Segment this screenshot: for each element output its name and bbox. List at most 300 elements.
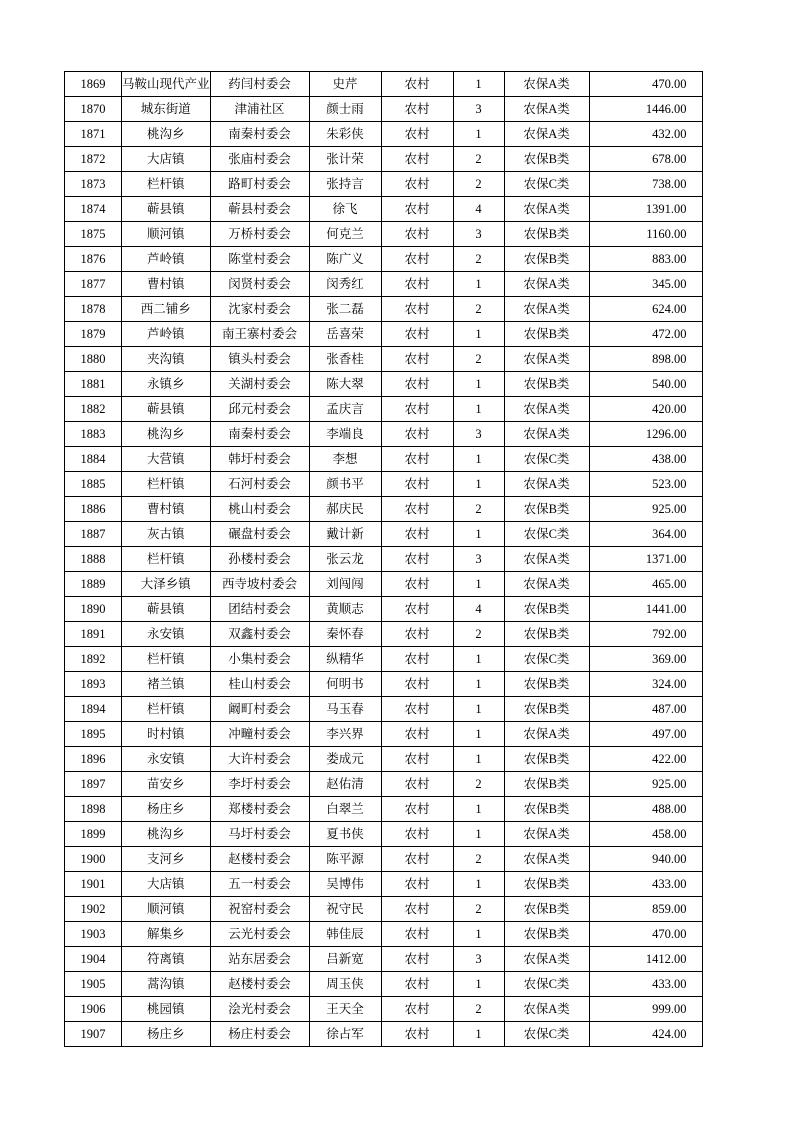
cell-person-name: 朱彩侠 [309, 122, 381, 147]
table-row [65, 472, 703, 497]
cell-count: 1 [453, 472, 504, 497]
cell-count: 2 [453, 172, 504, 197]
cell-amount: 488.00 [589, 797, 702, 822]
cell-count: 1 [453, 872, 504, 897]
cell-person-name: 徐飞 [309, 197, 381, 222]
table-row [65, 797, 703, 822]
cell-person-name: 陈平源 [309, 847, 381, 872]
cell-category: 农村 [381, 572, 453, 597]
cell-town: 栏杆镇 [122, 697, 211, 722]
cell-sequence-number: 1882 [65, 397, 122, 422]
cell-sequence-number: 1894 [65, 697, 122, 722]
cell-count: 3 [453, 422, 504, 447]
cell-sequence-number: 1880 [65, 347, 122, 372]
cell-category: 农村 [381, 397, 453, 422]
cell-count: 2 [453, 622, 504, 647]
cell-category: 农村 [381, 297, 453, 322]
cell-village-committee: 沈家村委会 [210, 297, 309, 322]
cell-village-committee: 闵贤村委会 [210, 272, 309, 297]
cell-sequence-number: 1889 [65, 572, 122, 597]
cell-insurance-type: 农保B类 [504, 797, 589, 822]
cell-person-name: 何克兰 [309, 222, 381, 247]
cell-insurance-type: 农保B类 [504, 597, 589, 622]
cell-village-committee: 镇头村委会 [210, 347, 309, 372]
cell-insurance-type: 农保A类 [504, 847, 589, 872]
cell-sequence-number: 1888 [65, 547, 122, 572]
cell-amount: 1441.00 [589, 597, 702, 622]
cell-village-committee: 浍光村委会 [210, 997, 309, 1022]
cell-category: 农村 [381, 547, 453, 572]
cell-count: 1 [453, 522, 504, 547]
cell-amount: 422.00 [589, 747, 702, 772]
cell-town: 城东街道 [122, 97, 211, 122]
cell-category: 农村 [381, 222, 453, 247]
cell-town: 永安镇 [122, 622, 211, 647]
table-row [65, 747, 703, 772]
cell-count: 1 [453, 447, 504, 472]
cell-sequence-number: 1879 [65, 322, 122, 347]
cell-category: 农村 [381, 772, 453, 797]
cell-person-name: 周玉侠 [309, 972, 381, 997]
cell-sequence-number: 1871 [65, 122, 122, 147]
cell-insurance-type: 农保C类 [504, 172, 589, 197]
cell-person-name: 娄成元 [309, 747, 381, 772]
cell-sequence-number: 1896 [65, 747, 122, 772]
cell-village-committee: 赵楼村委会 [210, 847, 309, 872]
cell-sequence-number: 1885 [65, 472, 122, 497]
cell-person-name: 黄顺志 [309, 597, 381, 622]
cell-person-name: 颜书平 [309, 472, 381, 497]
cell-insurance-type: 农保B类 [504, 897, 589, 922]
cell-amount: 433.00 [589, 872, 702, 897]
cell-insurance-type: 农保C类 [504, 647, 589, 672]
cell-person-name: 何明书 [309, 672, 381, 697]
cell-town: 芦岭镇 [122, 247, 211, 272]
cell-category: 农村 [381, 997, 453, 1022]
cell-town: 顺河镇 [122, 222, 211, 247]
cell-amount: 470.00 [589, 72, 702, 97]
table-row [65, 947, 703, 972]
cell-insurance-type: 农保A类 [504, 297, 589, 322]
cell-category: 农村 [381, 747, 453, 772]
cell-town: 栏杆镇 [122, 172, 211, 197]
table-row [65, 972, 703, 997]
cell-town: 大店镇 [122, 147, 211, 172]
cell-village-committee: 杨庄村委会 [210, 1022, 309, 1047]
cell-category: 农村 [381, 472, 453, 497]
cell-category: 农村 [381, 197, 453, 222]
cell-town: 桃园镇 [122, 997, 211, 1022]
cell-person-name: 徐占军 [309, 1022, 381, 1047]
cell-count: 4 [453, 197, 504, 222]
cell-village-committee: 蕲县村委会 [210, 197, 309, 222]
cell-amount: 472.00 [589, 322, 702, 347]
cell-person-name: 张二磊 [309, 297, 381, 322]
cell-category: 农村 [381, 597, 453, 622]
cell-insurance-type: 农保B类 [504, 697, 589, 722]
cell-sequence-number: 1891 [65, 622, 122, 647]
cell-insurance-type: 农保B类 [504, 322, 589, 347]
cell-village-committee: 碾盘村委会 [210, 522, 309, 547]
cell-category: 农村 [381, 122, 453, 147]
table-row [65, 222, 703, 247]
cell-count: 3 [453, 97, 504, 122]
cell-village-committee: 邱元村委会 [210, 397, 309, 422]
cell-amount: 324.00 [589, 672, 702, 697]
cell-amount: 792.00 [589, 622, 702, 647]
cell-person-name: 颜士雨 [309, 97, 381, 122]
cell-town: 解集乡 [122, 922, 211, 947]
cell-town: 曹村镇 [122, 497, 211, 522]
table-row [65, 872, 703, 897]
cell-village-committee: 郑楼村委会 [210, 797, 309, 822]
cell-count: 1 [453, 722, 504, 747]
cell-count: 1 [453, 697, 504, 722]
cell-sequence-number: 1883 [65, 422, 122, 447]
cell-category: 农村 [381, 797, 453, 822]
cell-amount: 624.00 [589, 297, 702, 322]
cell-person-name: 夏书侠 [309, 822, 381, 847]
cell-village-committee: 马圩村委会 [210, 822, 309, 847]
cell-sequence-number: 1887 [65, 522, 122, 547]
cell-village-committee: 李圩村委会 [210, 772, 309, 797]
cell-sequence-number: 1877 [65, 272, 122, 297]
cell-village-committee: 冲疃村委会 [210, 722, 309, 747]
cell-count: 1 [453, 72, 504, 97]
cell-category: 农村 [381, 947, 453, 972]
cell-sequence-number: 1903 [65, 922, 122, 947]
document-page [64, 71, 703, 1047]
cell-village-committee: 南王寨村委会 [210, 322, 309, 347]
cell-insurance-type: 农保B类 [504, 622, 589, 647]
cell-count: 1 [453, 1022, 504, 1047]
cell-village-committee: 赵楼村委会 [210, 972, 309, 997]
cell-town: 桃沟乡 [122, 122, 211, 147]
cell-person-name: 孟庆言 [309, 397, 381, 422]
cell-village-committee: 阚町村委会 [210, 697, 309, 722]
cell-count: 1 [453, 672, 504, 697]
cell-person-name: 陈大翠 [309, 372, 381, 397]
cell-category: 农村 [381, 497, 453, 522]
cell-amount: 678.00 [589, 147, 702, 172]
cell-insurance-type: 农保A类 [504, 422, 589, 447]
cell-town: 灰古镇 [122, 522, 211, 547]
cell-category: 农村 [381, 347, 453, 372]
cell-sequence-number: 1872 [65, 147, 122, 172]
cell-insurance-type: 农保A类 [504, 197, 589, 222]
table-row [65, 647, 703, 672]
table-row [65, 897, 703, 922]
cell-village-committee: 药闫村委会 [210, 72, 309, 97]
cell-count: 3 [453, 947, 504, 972]
cell-town: 支河乡 [122, 847, 211, 872]
cell-amount: 999.00 [589, 997, 702, 1022]
table-row [65, 847, 703, 872]
cell-amount: 369.00 [589, 647, 702, 672]
cell-category: 农村 [381, 897, 453, 922]
cell-insurance-type: 农保C类 [504, 972, 589, 997]
table-row [65, 997, 703, 1022]
cell-sequence-number: 1876 [65, 247, 122, 272]
cell-village-committee: 石河村委会 [210, 472, 309, 497]
cell-amount: 420.00 [589, 397, 702, 422]
cell-insurance-type: 农保A类 [504, 97, 589, 122]
cell-insurance-type: 农保B类 [504, 497, 589, 522]
cell-amount: 925.00 [589, 772, 702, 797]
cell-village-committee: 团结村委会 [210, 597, 309, 622]
cell-insurance-type: 农保A类 [504, 347, 589, 372]
cell-amount: 1446.00 [589, 97, 702, 122]
table-row [65, 372, 703, 397]
cell-village-committee: 张庙村委会 [210, 147, 309, 172]
cell-village-committee: 关湖村委会 [210, 372, 309, 397]
cell-insurance-type: 农保B类 [504, 372, 589, 397]
cell-count: 1 [453, 647, 504, 672]
cell-person-name: 刘闯闯 [309, 572, 381, 597]
cell-town: 西二铺乡 [122, 297, 211, 322]
table-row [65, 322, 703, 347]
cell-count: 1 [453, 322, 504, 347]
cell-person-name: 王天全 [309, 997, 381, 1022]
cell-person-name: 张计荣 [309, 147, 381, 172]
cell-town: 永镇乡 [122, 372, 211, 397]
cell-sequence-number: 1900 [65, 847, 122, 872]
table-row [65, 622, 703, 647]
cell-village-committee: 陈堂村委会 [210, 247, 309, 272]
cell-person-name: 戴计新 [309, 522, 381, 547]
cell-insurance-type: 农保C类 [504, 1022, 589, 1047]
table-row [65, 772, 703, 797]
cell-amount: 898.00 [589, 347, 702, 372]
cell-count: 2 [453, 347, 504, 372]
table-body [65, 72, 703, 1047]
cell-count: 2 [453, 247, 504, 272]
table-row [65, 247, 703, 272]
cell-amount: 540.00 [589, 372, 702, 397]
cell-count: 1 [453, 572, 504, 597]
cell-village-committee: 五一村委会 [210, 872, 309, 897]
table-row [65, 522, 703, 547]
cell-category: 农村 [381, 272, 453, 297]
cell-town: 曹村镇 [122, 272, 211, 297]
cell-count: 1 [453, 397, 504, 422]
cell-insurance-type: 农保C类 [504, 447, 589, 472]
cell-village-committee: 小集村委会 [210, 647, 309, 672]
cell-person-name: 白翠兰 [309, 797, 381, 822]
cell-insurance-type: 农保A类 [504, 547, 589, 572]
cell-sequence-number: 1874 [65, 197, 122, 222]
cell-amount: 424.00 [589, 1022, 702, 1047]
cell-town: 栏杆镇 [122, 547, 211, 572]
cell-sequence-number: 1873 [65, 172, 122, 197]
table-row [65, 697, 703, 722]
cell-sequence-number: 1899 [65, 822, 122, 847]
cell-sequence-number: 1907 [65, 1022, 122, 1047]
cell-town: 桃沟乡 [122, 422, 211, 447]
cell-sequence-number: 1898 [65, 797, 122, 822]
cell-category: 农村 [381, 147, 453, 172]
cell-count: 2 [453, 847, 504, 872]
cell-person-name: 祝守民 [309, 897, 381, 922]
cell-person-name: 张香桂 [309, 347, 381, 372]
cell-person-name: 李端良 [309, 422, 381, 447]
cell-insurance-type: 农保A类 [504, 822, 589, 847]
cell-category: 农村 [381, 422, 453, 447]
cell-amount: 1391.00 [589, 197, 702, 222]
cell-category: 农村 [381, 1022, 453, 1047]
cell-town: 苗安乡 [122, 772, 211, 797]
cell-insurance-type: 农保A类 [504, 572, 589, 597]
cell-count: 1 [453, 372, 504, 397]
cell-insurance-type: 农保A类 [504, 72, 589, 97]
cell-insurance-type: 农保B类 [504, 922, 589, 947]
cell-count: 1 [453, 972, 504, 997]
cell-amount: 883.00 [589, 247, 702, 272]
cell-insurance-type: 农保A类 [504, 122, 589, 147]
cell-sequence-number: 1869 [65, 72, 122, 97]
cell-person-name: 李兴界 [309, 722, 381, 747]
cell-category: 农村 [381, 322, 453, 347]
table-row [65, 822, 703, 847]
cell-amount: 738.00 [589, 172, 702, 197]
cell-count: 1 [453, 122, 504, 147]
cell-insurance-type: 农保B类 [504, 772, 589, 797]
cell-amount: 523.00 [589, 472, 702, 497]
cell-village-committee: 韩圩村委会 [210, 447, 309, 472]
cell-count: 1 [453, 797, 504, 822]
cell-village-committee: 孙楼村委会 [210, 547, 309, 572]
cell-sequence-number: 1895 [65, 722, 122, 747]
table-row [65, 922, 703, 947]
cell-count: 1 [453, 747, 504, 772]
cell-category: 农村 [381, 972, 453, 997]
cell-town: 褚兰镇 [122, 672, 211, 697]
cell-category: 农村 [381, 97, 453, 122]
cell-person-name: 陈广义 [309, 247, 381, 272]
cell-sequence-number: 1906 [65, 997, 122, 1022]
cell-category: 农村 [381, 847, 453, 872]
table-row [65, 172, 703, 197]
cell-amount: 345.00 [589, 272, 702, 297]
cell-category: 农村 [381, 922, 453, 947]
table-row [65, 272, 703, 297]
cell-insurance-type: 农保A类 [504, 722, 589, 747]
cell-village-committee: 云光村委会 [210, 922, 309, 947]
table-row [65, 97, 703, 122]
cell-amount: 1296.00 [589, 422, 702, 447]
table-row [65, 597, 703, 622]
cell-insurance-type: 农保A类 [504, 947, 589, 972]
cell-amount: 438.00 [589, 447, 702, 472]
cell-insurance-type: 农保A类 [504, 997, 589, 1022]
cell-person-name: 吴博伟 [309, 872, 381, 897]
cell-insurance-type: 农保B类 [504, 872, 589, 897]
cell-village-committee: 津浦社区 [210, 97, 309, 122]
cell-amount: 487.00 [589, 697, 702, 722]
cell-sequence-number: 1884 [65, 447, 122, 472]
cell-village-committee: 路町村委会 [210, 172, 309, 197]
cell-village-committee: 南秦村委会 [210, 422, 309, 447]
cell-sequence-number: 1905 [65, 972, 122, 997]
cell-person-name: 纵精华 [309, 647, 381, 672]
table-row [65, 72, 703, 97]
cell-amount: 433.00 [589, 972, 702, 997]
cell-person-name: 吕新宽 [309, 947, 381, 972]
cell-town: 蕲县镇 [122, 597, 211, 622]
table-row [65, 447, 703, 472]
cell-town: 栏杆镇 [122, 647, 211, 672]
cell-sequence-number: 1901 [65, 872, 122, 897]
cell-insurance-type: 农保B类 [504, 247, 589, 272]
cell-category: 农村 [381, 172, 453, 197]
cell-sequence-number: 1870 [65, 97, 122, 122]
cell-person-name: 郝庆民 [309, 497, 381, 522]
cell-town: 蒿沟镇 [122, 972, 211, 997]
cell-village-committee: 祝窑村委会 [210, 897, 309, 922]
cell-town: 大营镇 [122, 447, 211, 472]
cell-count: 2 [453, 297, 504, 322]
cell-town: 夹沟镇 [122, 347, 211, 372]
cell-category: 农村 [381, 522, 453, 547]
cell-count: 2 [453, 897, 504, 922]
cell-sequence-number: 1902 [65, 897, 122, 922]
cell-village-committee: 桃山村委会 [210, 497, 309, 522]
cell-town: 杨庄乡 [122, 797, 211, 822]
cell-category: 农村 [381, 622, 453, 647]
cell-person-name: 张云龙 [309, 547, 381, 572]
cell-town: 芦岭镇 [122, 322, 211, 347]
cell-sequence-number: 1892 [65, 647, 122, 672]
cell-count: 2 [453, 772, 504, 797]
cell-sequence-number: 1893 [65, 672, 122, 697]
cell-person-name: 岳喜荣 [309, 322, 381, 347]
table-row [65, 547, 703, 572]
cell-sequence-number: 1886 [65, 497, 122, 522]
cell-person-name: 赵佑清 [309, 772, 381, 797]
cell-amount: 364.00 [589, 522, 702, 547]
table-row [65, 722, 703, 747]
cell-count: 2 [453, 997, 504, 1022]
table-row [65, 397, 703, 422]
cell-category: 农村 [381, 372, 453, 397]
cell-person-name: 李想 [309, 447, 381, 472]
cell-count: 3 [453, 547, 504, 572]
cell-insurance-type: 农保A类 [504, 472, 589, 497]
cell-insurance-type: 农保B类 [504, 222, 589, 247]
cell-person-name: 闵秀红 [309, 272, 381, 297]
cell-town: 杨庄乡 [122, 1022, 211, 1047]
cell-person-name: 韩佳辰 [309, 922, 381, 947]
cell-count: 2 [453, 147, 504, 172]
cell-amount: 458.00 [589, 822, 702, 847]
cell-town: 蕲县镇 [122, 397, 211, 422]
cell-sequence-number: 1904 [65, 947, 122, 972]
cell-insurance-type: 农保B类 [504, 672, 589, 697]
cell-count: 1 [453, 272, 504, 297]
cell-town: 蕲县镇 [122, 197, 211, 222]
table-row [65, 497, 703, 522]
cell-person-name: 秦怀春 [309, 622, 381, 647]
cell-amount: 1160.00 [589, 222, 702, 247]
cell-village-committee: 站东居委会 [210, 947, 309, 972]
cell-town: 桃沟乡 [122, 822, 211, 847]
cell-village-committee: 桂山村委会 [210, 672, 309, 697]
table-row [65, 347, 703, 372]
cell-village-committee: 西寺坡村委会 [210, 572, 309, 597]
cell-insurance-type: 农保A类 [504, 272, 589, 297]
cell-insurance-type: 农保B类 [504, 747, 589, 772]
cell-category: 农村 [381, 447, 453, 472]
